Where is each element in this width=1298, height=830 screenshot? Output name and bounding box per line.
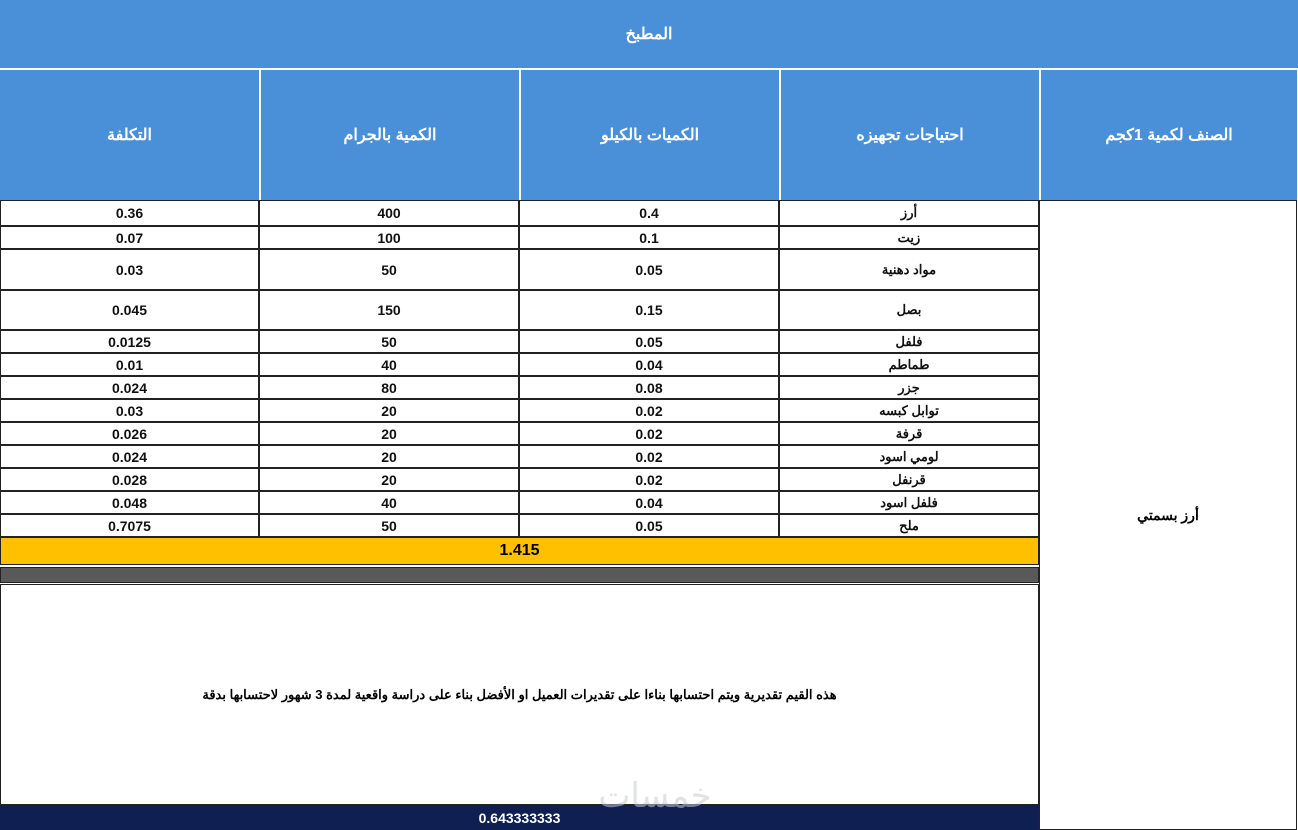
header-cost: التكلفة (0, 70, 259, 200)
note-text: هذه القيم تقديرية ويتم احتسابها بناءا على تقديرات العميل او الأفضل بناء على دراسة واقعية لمدة 3 شهور لاحتسابها بدقة (0, 584, 1039, 805)
row-kilo: 0.08 (519, 376, 779, 399)
row-gram: 50 (259, 514, 519, 537)
row-gram: 50 (259, 330, 519, 353)
row-item: قرفة (779, 422, 1039, 445)
row-item: زيت (779, 226, 1039, 249)
row-kilo: 0.04 (519, 491, 779, 514)
row-kilo: 0.02 (519, 445, 779, 468)
row-kilo: 0.02 (519, 422, 779, 445)
row-item: طماطم (779, 353, 1039, 376)
row-item: ملح (779, 514, 1039, 537)
row-item: توابل كبسه (779, 399, 1039, 422)
sheet-title: المطبخ (0, 0, 1298, 68)
row-kilo: 0.05 (519, 330, 779, 353)
header-gram: الكمية بالجرام (259, 70, 519, 200)
header-needs: احتياجات تجهيزه (779, 70, 1039, 200)
row-gram: 80 (259, 376, 519, 399)
row-gram: 20 (259, 468, 519, 491)
row-item: فلفل اسود (779, 491, 1039, 514)
row-gram: 20 (259, 399, 519, 422)
row-cost: 0.03 (0, 249, 259, 290)
row-item: بصل (779, 290, 1039, 330)
row-kilo: 0.1 (519, 226, 779, 249)
row-item: جزر (779, 376, 1039, 399)
row-cost: 0.03 (0, 399, 259, 422)
row-cost: 0.024 (0, 376, 259, 399)
row-cost: 0.048 (0, 491, 259, 514)
row-gram: 150 (259, 290, 519, 330)
row-gram: 40 (259, 353, 519, 376)
svg-text:خمسات: خمسات (598, 776, 712, 815)
row-cost: 0.07 (0, 226, 259, 249)
bottom-value: 0.643333333 (0, 805, 1039, 830)
watermark-logo (570, 772, 740, 818)
row-kilo: 0.05 (519, 249, 779, 290)
row-gram: 20 (259, 445, 519, 468)
row-kilo: 0.15 (519, 290, 779, 330)
row-item: قرنفل (779, 468, 1039, 491)
row-gram: 20 (259, 422, 519, 445)
category-cell: أرز بسمتي (1039, 200, 1297, 830)
row-kilo: 0.05 (519, 514, 779, 537)
row-kilo: 0.02 (519, 399, 779, 422)
row-cost: 0.024 (0, 445, 259, 468)
row-gram: 100 (259, 226, 519, 249)
row-kilo: 0.02 (519, 468, 779, 491)
total-cost: 1.415 (0, 537, 1039, 565)
row-item: فلفل (779, 330, 1039, 353)
row-cost: 0.01 (0, 353, 259, 376)
row-kilo: 0.04 (519, 353, 779, 376)
row-item: لومي اسود (779, 445, 1039, 468)
row-cost: 0.36 (0, 200, 259, 226)
row-cost: 0.026 (0, 422, 259, 445)
separator-bar (0, 567, 1039, 583)
row-item: مواد دهنية (779, 249, 1039, 290)
header-kilo: الكميات بالكيلو (519, 70, 779, 200)
row-gram: 40 (259, 491, 519, 514)
row-kilo: 0.4 (519, 200, 779, 226)
row-item: أرز (779, 200, 1039, 226)
row-cost: 0.0125 (0, 330, 259, 353)
row-cost: 0.7075 (0, 514, 259, 537)
row-cost: 0.045 (0, 290, 259, 330)
row-cost: 0.028 (0, 468, 259, 491)
header-category: الصنف لكمية 1كجم (1039, 70, 1297, 200)
row-gram: 50 (259, 249, 519, 290)
row-gram: 400 (259, 200, 519, 226)
